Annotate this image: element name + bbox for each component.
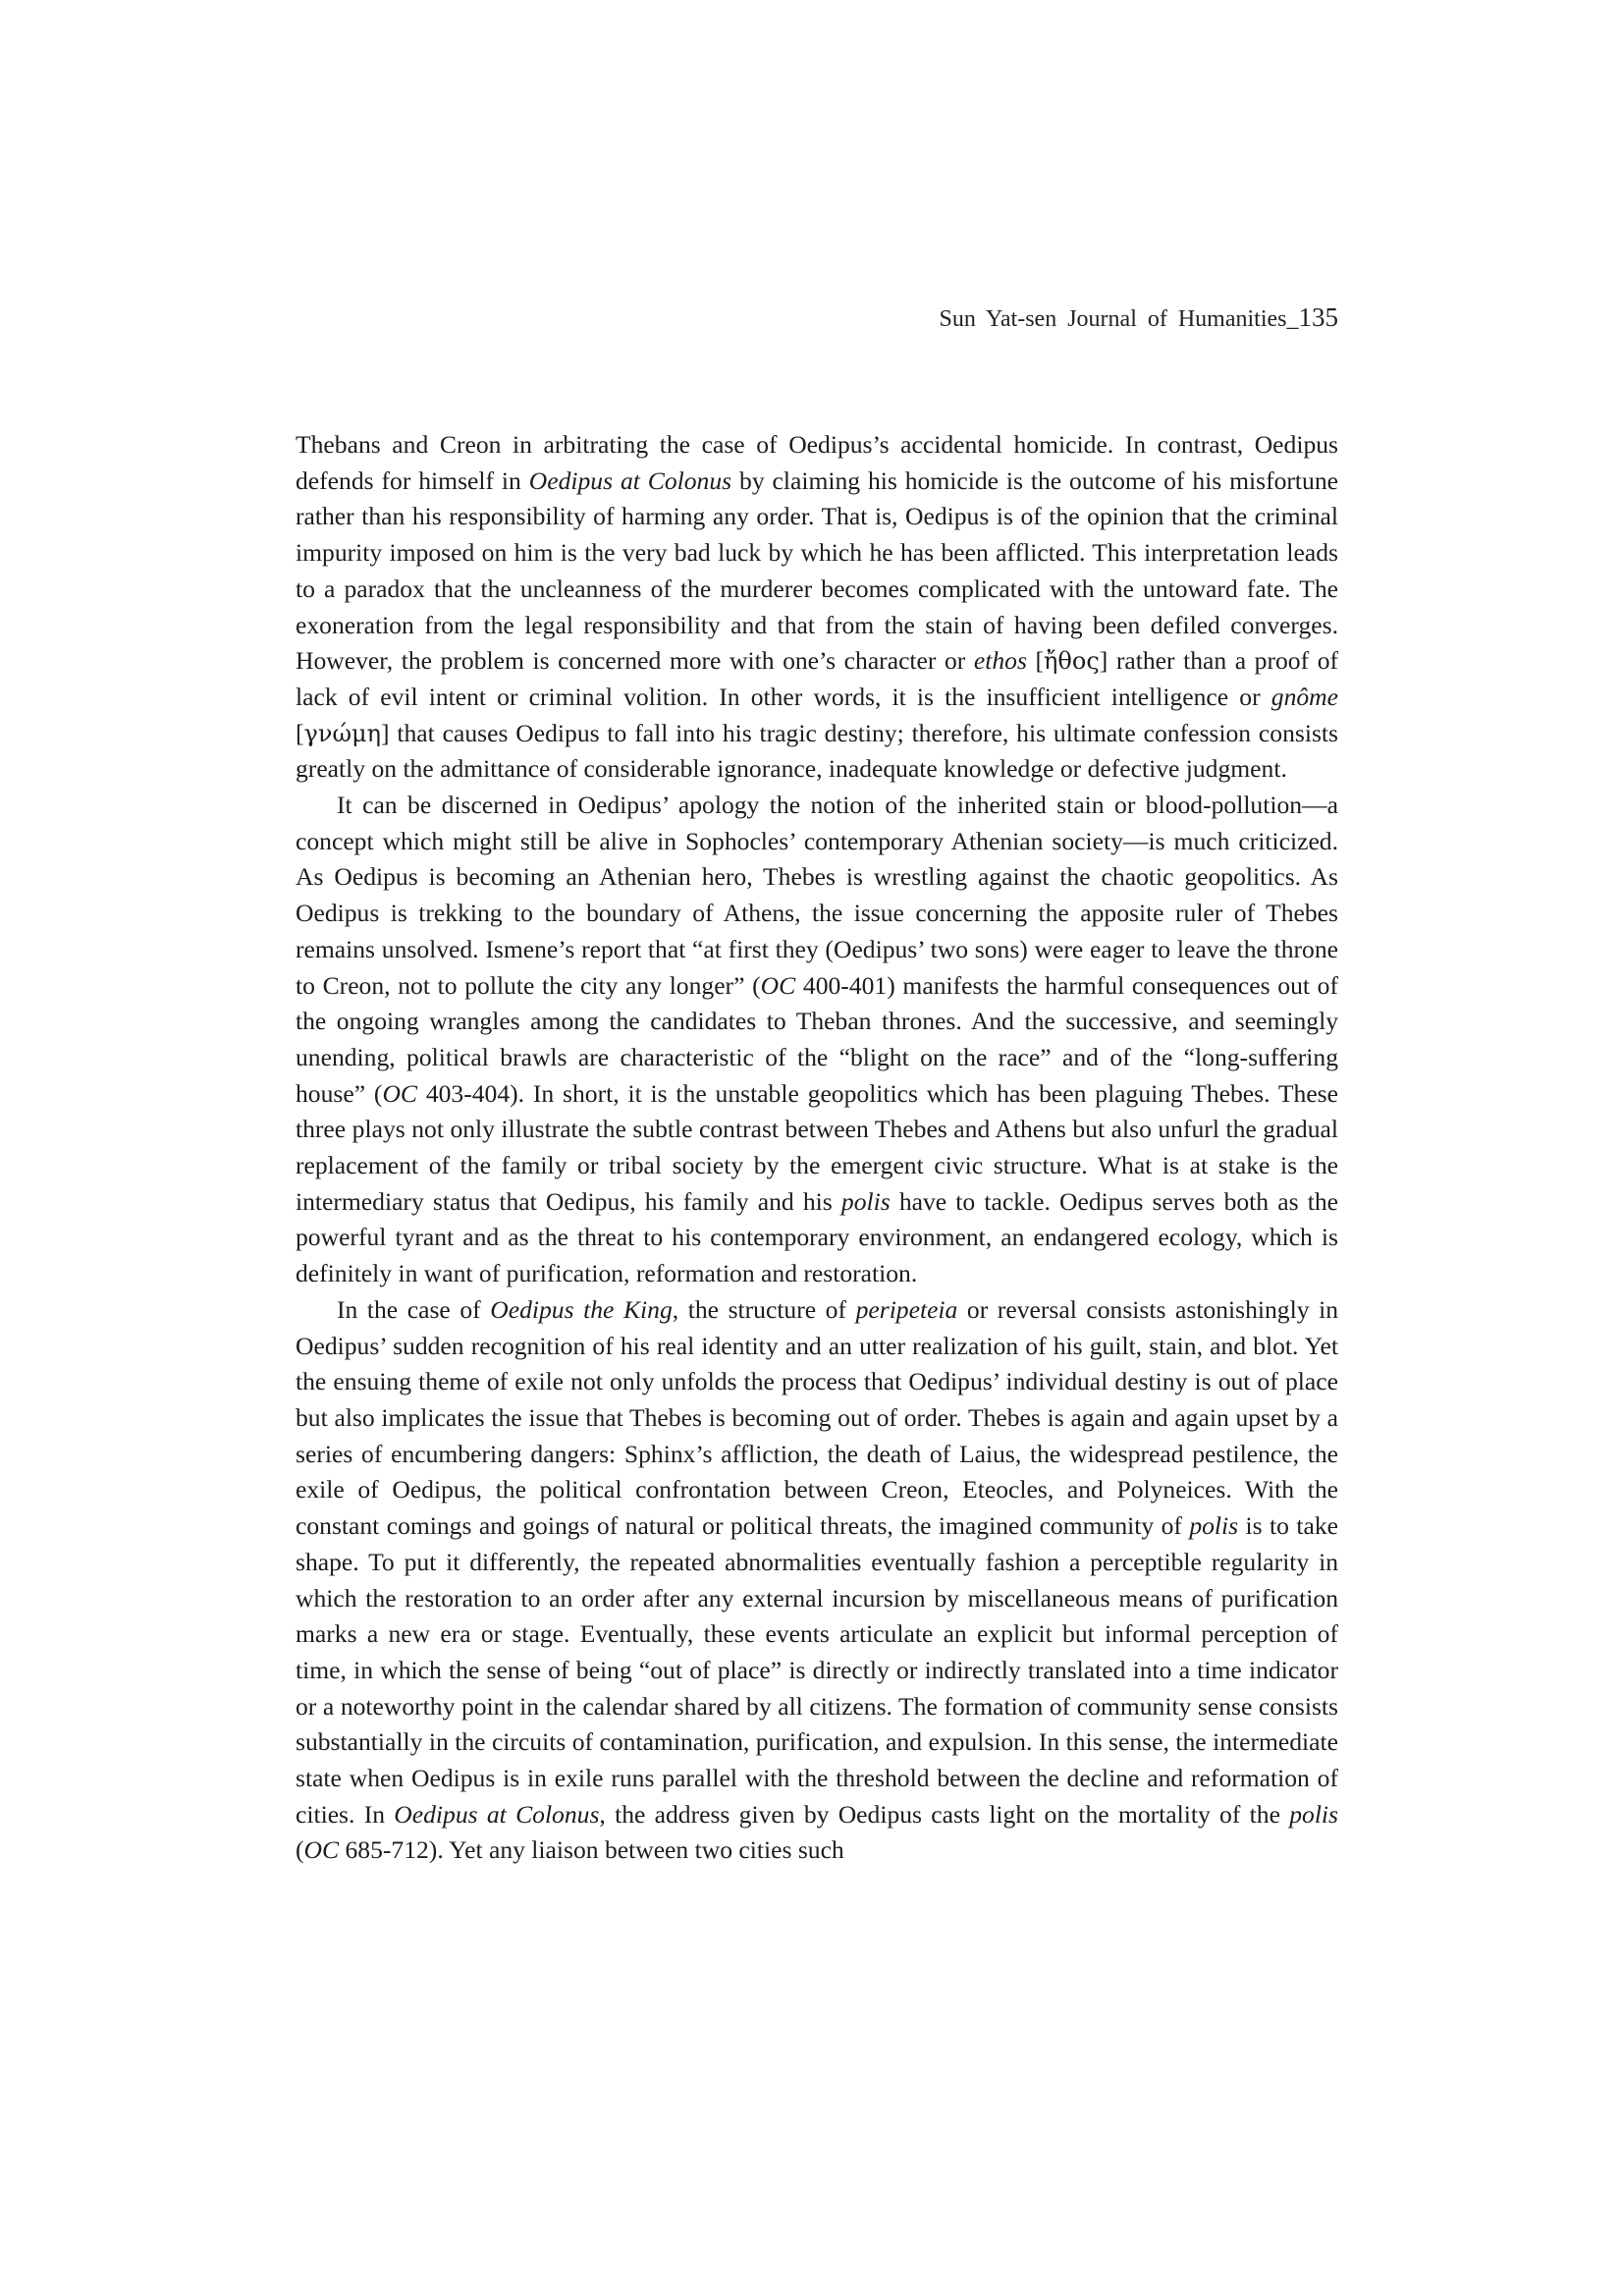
paragraph-text: Thebans and Creon in arbitrating the case of Oedipus’s accidental homicide. In contrast, Oedipus defends for himself in	[296, 430, 1338, 495]
journal-title: Sun Yat-sen Journal of Humanities_	[939, 306, 1299, 332]
italic-term: OC	[760, 970, 796, 1000]
paragraph-text: 403-404). In short, it is the unstable geopolitics which has been plaguing Thebes. These three plays not only illustrate the subtle contrast between Thebes and Athens but also unfurl the gradual replacement of the family or tribal society by the emergent civic structure. What is at stake is the intermediary status that Oedipus, his family and his	[296, 1078, 1338, 1216]
italic-term: polis	[1189, 1511, 1239, 1541]
italic-term: polis	[840, 1186, 891, 1216]
paragraph-text: [	[1026, 646, 1045, 676]
paragraph-text: (	[296, 1835, 304, 1865]
paragraph-text: by claiming his homicide is the outcome of his misfortune rather than his responsibility of harming any order. That is, Oedipus is of the opinion that the criminal impurity imposed on him is the very bad luck by which he has been afflicted. This interpretation leads to a paradox that the uncleanness of the murderer becomes complicated with the untoward fate. The exoneration from the legal responsibility and that from the stain of having been defiled converges. However, the problem is concerned more with one’s character or	[296, 465, 1338, 676]
italic-term: OC	[382, 1078, 417, 1108]
italic-term: ethos	[973, 646, 1027, 676]
paragraph-text: or reversal consists astonishingly in Oedipus’ sudden recognition of his real identity and an utter realization of his guilt, stain, and blot. Yet the ensuing theme of exile not only unfolds the process that Oedipus’ individual destiny is out of place but also implicates the issue that Thebes is becoming out of order. Thebes is again and again upset by a series of encumbering dangers: Sphinx’s affliction, the death of Laius, the widespread pestilence, the exile of Oedipus, the political confrontation between Creon, Eteocles, and Polyneices. With the constant comings and goings of natural or political threats, the imagined community of	[296, 1294, 1338, 1541]
italic-term: polis	[1289, 1799, 1338, 1829]
body-paragraph	[296, 427, 1338, 788]
body-paragraph	[296, 788, 1338, 1292]
paragraph-text: 685-712). Yet any liaison between two cities such	[339, 1835, 844, 1865]
running-head	[940, 302, 1338, 333]
body-paragraph	[296, 1292, 1338, 1869]
paragraph-text: , the structure of	[672, 1294, 856, 1324]
italic-term: Oedipus at Colonus	[394, 1799, 600, 1829]
italic-term: OC	[303, 1835, 340, 1865]
italic-term: Oedipus the King	[490, 1294, 673, 1324]
page-number: 135	[1298, 302, 1338, 332]
paragraph-text: is to take shape. To put it differently, the repeated abnormalities eventually fashion a perceptible regularity in which the restoration to an order after any external incursion by miscellaneous means of purification marks a new era or stage. Eventually, these events articulate an explicit but informal perception of time, in which the sense of being “out of place” is directly or indirectly translated into a time indicator or a noteworthy point in the calendar shared by all citizens. The formation of community sense consists substantially in the circuits of contamination, purification, and expulsion. In this sense, the intermediate state when Oedipus is in exile runs parallel with the threshold between the decline and reformation of cities. In	[296, 1511, 1338, 1829]
paragraph-text: [	[296, 718, 304, 747]
paragraph-text: In the case of	[337, 1294, 491, 1324]
paragraph-text: It can be discerned in Oedipus’ apology the notion of the inherited stain or blood-pollution—a concept which might still be alive in Sophocles’ contemporary Athenian society—is much criticized. As Oedipus is becoming an Athenian hero, Thebes is wrestling against the chaotic geopolitics. As Oedipus is trekking to the boundary of Athens, the issue concerning the apposite ruler of Thebes remains unsolved. Ismene’s report that “at first they (Oedipus’ two sons) were eager to leave the throne to Creon, not to pollute the city any longer” (	[296, 791, 1338, 1000]
article-body	[296, 427, 1338, 1869]
paragraph-text: 400-401) manifests the harmful consequences out of the ongoing wrangles among the candidates to Theban thrones. And the successive, and seemingly unending, political brawls are characteristic of the “blight on the race” and of the “long-suffering house” (	[296, 970, 1339, 1108]
italic-term: Oedipus at Colonus	[528, 465, 732, 495]
greek-term: γνώμη	[303, 719, 382, 747]
paragraph-text: ] rather than a proof of lack of evil intent or criminal volition. In other words, it is the insufficient intelligence or	[296, 646, 1339, 711]
italic-term: peripeteia	[855, 1294, 958, 1324]
italic-term: gnôme	[1271, 682, 1338, 711]
greek-term: ἤθος	[1044, 647, 1100, 676]
paragraph-text: have to tackle. Oedipus serves both as the powerful tyrant and as the threat to his contemporary environment, an endangered ecology, which is definitely in want of purification, reformation and restoration.	[296, 1186, 1338, 1288]
paragraph-text: , the address given by Oedipus casts light on the mortality of the	[599, 1799, 1290, 1829]
paragraph-text: ] that causes Oedipus to fall into his tragic destiny; therefore, his ultimate confession consists greatly on the admittance of considerable ignorance, inadequate knowledge or defective judgment.	[296, 718, 1338, 784]
